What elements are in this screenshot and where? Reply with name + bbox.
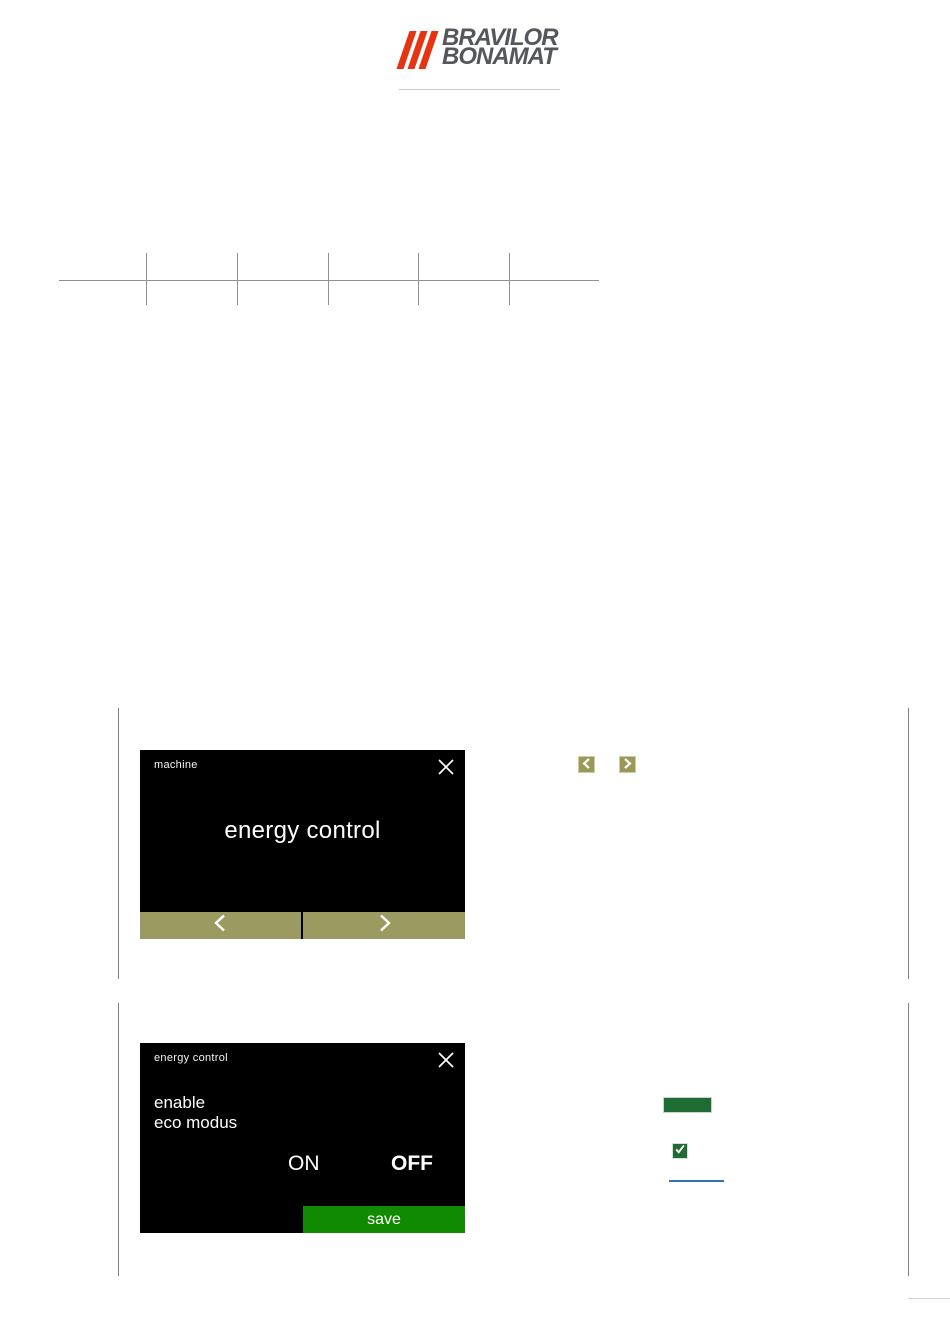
save-button[interactable] [303,1206,465,1233]
next-button[interactable] [303,912,465,939]
ruler-tick [418,253,419,305]
previous-button[interactable] [140,912,301,939]
save-button-label: save [367,1210,401,1228]
close-icon[interactable] [435,756,457,778]
setting-label-line1: enable [154,1093,206,1112]
menu-item-title: energy control [224,817,381,844]
footer-edge-line [908,1298,950,1299]
header-divider [399,89,560,90]
table-border-right-row2 [908,1003,909,1276]
setting-label-line2: eco modus [154,1113,238,1132]
close-icon[interactable] [435,1049,457,1071]
logo-slashes-icon [403,31,436,69]
chevron-right-icon [623,756,632,774]
checkbox-checked[interactable] [672,1143,688,1159]
chevron-left-icon [582,756,591,774]
toggle-on-option[interactable]: ON [288,1152,320,1175]
ruler-tick [146,253,147,305]
logo-text [442,24,558,70]
screen-breadcrumb: energy control [154,1052,228,1064]
table-border-left-row2 [118,1003,119,1276]
display-screen-energy-control [140,1043,465,1233]
green-button-swatch [663,1097,712,1113]
check-icon [674,1142,686,1160]
screen-nav-bar [140,912,465,939]
chevron-left-icon [208,913,234,938]
chevron-right-icon [371,913,397,938]
setting-label [154,1093,237,1133]
legend-previous-button[interactable] [578,756,595,773]
logo-line2: BONAMAT [442,43,556,70]
table-border-right-row1 [908,708,909,979]
ruler-tick [509,253,510,305]
bravilor-bonamat-logo [403,24,558,70]
toggle-off-option[interactable]: OFF [391,1152,433,1175]
legend-next-button[interactable] [619,756,636,773]
link-underline[interactable] [669,1180,724,1182]
ruler-baseline [59,280,599,281]
table-border-left-row1 [118,708,119,979]
logo-line1: BRAVILOR [442,24,558,51]
ruler-tick [237,253,238,305]
screen-breadcrumb: machine [154,759,198,771]
display-screen-machine [140,750,465,939]
ruler-tick [328,253,329,305]
